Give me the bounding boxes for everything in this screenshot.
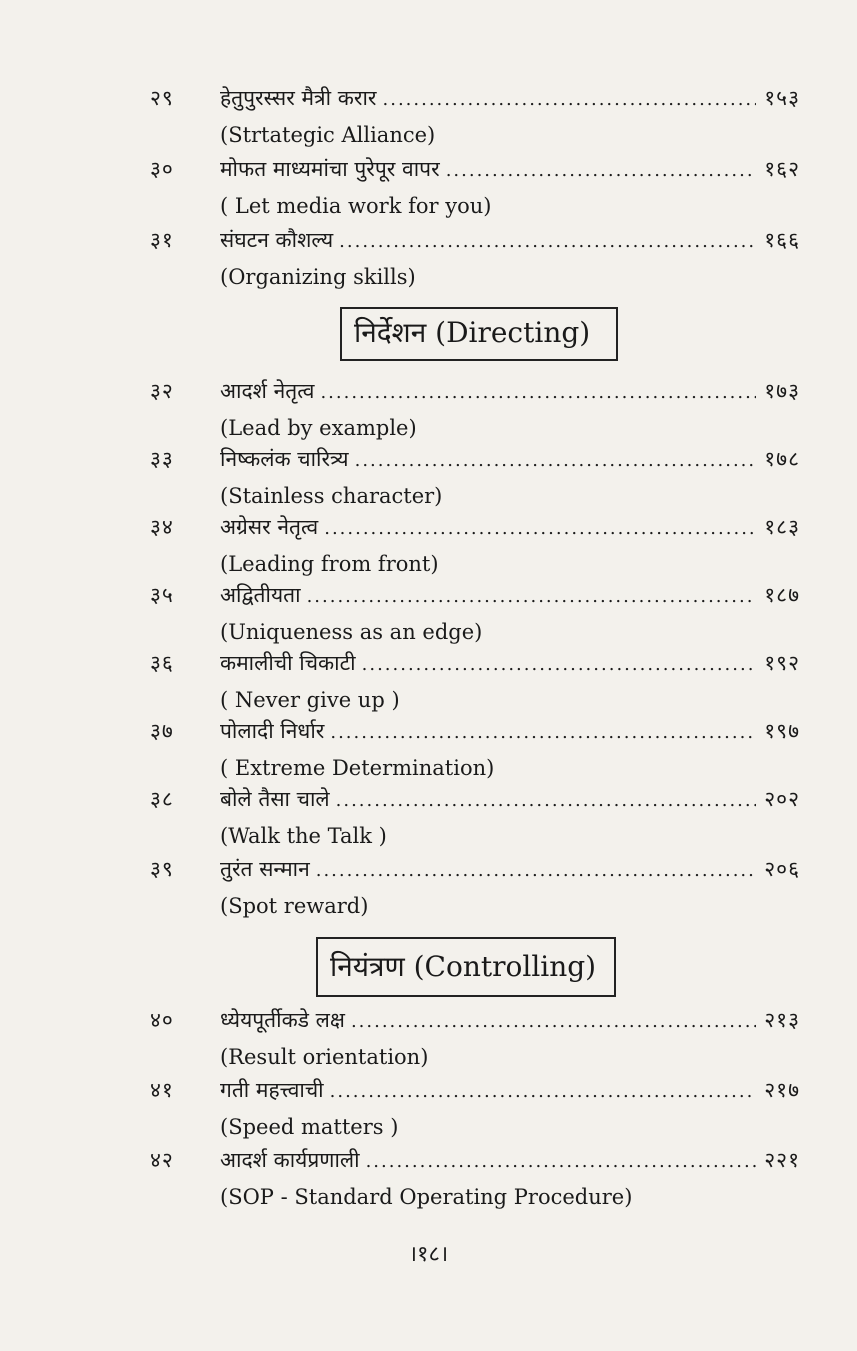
entry-title: तुरंत सन्मान [220,857,310,881]
entry-page: १५३ [764,86,800,110]
toc-entry [150,855,800,923]
entry-number: ३० [150,157,174,181]
entry-subtitle: ( Extreme Determination) [220,756,495,780]
entry-page: १६६ [764,228,800,252]
footer-page-number: ।१८। [408,1242,449,1267]
dot-leader [446,160,757,181]
entry-page: १९७ [764,719,800,743]
entry-subtitle: ( Let media work for you) [220,194,492,218]
entry-number: ३९ [150,857,174,881]
dot-leader [330,722,756,743]
entry-subtitle: (Stainless character) [220,484,443,508]
toc-entry [150,1006,800,1074]
entry-title: गती महत्त्वाची [220,1078,324,1102]
entry-number: ३५ [150,583,174,607]
dot-leader [324,518,756,539]
dot-leader [316,860,757,881]
dot-leader [339,231,756,252]
toc-entry [150,84,800,152]
entry-subtitle: (Lead by example) [220,416,417,440]
entry-subtitle: (Walk the Talk ) [220,824,387,848]
entry-number: २९ [150,86,174,110]
entry-number: ३४ [150,515,174,539]
toc-entry [150,155,800,223]
toc-entry [150,445,800,513]
entry-number: ४० [150,1008,174,1032]
entry-number: ४१ [150,1078,174,1102]
entry-number: ४२ [150,1148,174,1172]
entry-title: आदर्श नेतृत्व [220,379,315,403]
toc-entry [150,649,800,717]
entry-number: ३२ [150,379,174,403]
entry-title: अद्वितीयता [220,583,301,607]
entry-title: मोफत माध्यमांचा पुरेपूर वापर [220,157,440,181]
toc-entry [150,226,800,294]
entry-title: ध्येयपूर्तीकडे लक्ष [220,1008,345,1032]
entry-page: १७८ [764,447,800,471]
entry-title: निष्कलंक चारित्र्य [220,447,349,471]
dot-leader [362,654,757,675]
dot-leader [330,1081,757,1102]
entry-subtitle: ( Never give up ) [220,688,400,712]
dot-leader [366,1151,757,1172]
entry-title: हेतुपुरस्सर मैत्री करार [220,86,377,110]
entry-page: १६२ [764,157,800,181]
section-heading-controlling: नियंत्रण (Controlling) [316,937,616,997]
entry-title: बोले तैसा चाले [220,787,330,811]
entry-page: २१७ [764,1078,800,1102]
entry-number: ३३ [150,447,174,471]
entry-subtitle: (Speed matters ) [220,1115,399,1139]
entry-subtitle: (Result orientation) [220,1045,429,1069]
entry-page: २०६ [764,857,800,881]
dot-leader [336,790,757,811]
entry-number: ३१ [150,228,174,252]
toc-entry [150,513,800,581]
entry-page: १८३ [764,515,800,539]
entry-page: २०२ [764,787,800,811]
entry-page: २१३ [764,1008,800,1032]
entry-title: आदर्श कार्यप्रणाली [220,1148,360,1172]
entry-number: ३८ [150,787,174,811]
entry-title: संघटन कौशल्य [220,228,334,252]
dot-leader [383,89,757,110]
toc-entry [150,377,800,445]
entry-subtitle: (Leading from front) [220,552,439,576]
entry-subtitle: (Uniqueness as an edge) [220,620,483,644]
entry-page: १८७ [764,583,800,607]
section-heading-directing: निर्देशन (Directing) [340,307,618,361]
dot-leader [355,450,757,471]
entry-title: कमालीची चिकाटी [220,651,356,675]
dot-leader [351,1011,756,1032]
dot-leader [307,586,757,607]
entry-page: १७३ [764,379,800,403]
toc-entry [150,1076,800,1144]
entry-number: ३६ [150,651,174,675]
entry-subtitle: (Strtategic Alliance) [220,123,436,147]
entry-subtitle: (SOP - Standard Operating Procedure) [220,1185,633,1209]
entry-number: ३७ [150,719,174,743]
entry-subtitle: (Organizing skills) [220,265,416,289]
dot-leader [320,382,756,403]
entry-page: १९२ [764,651,800,675]
toc-entry [150,717,800,785]
entry-page: २२१ [764,1148,800,1172]
entry-subtitle: (Spot reward) [220,894,369,918]
entry-title: पोलादी निर्धार [220,719,325,743]
entry-title: अग्रेसर नेतृत्व [220,515,319,539]
toc-entry [150,785,800,853]
toc-entry [150,1146,800,1214]
toc-entry [150,581,800,649]
